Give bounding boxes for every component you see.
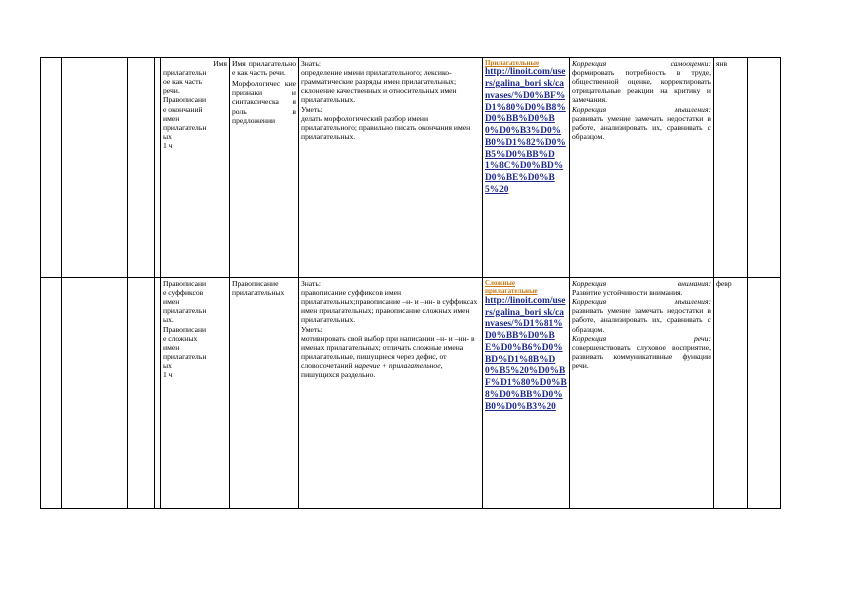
know-label: Знать: — [301, 59, 321, 68]
know-label: Знать: — [301, 279, 321, 288]
correction-head: Коррекция — [572, 333, 607, 343]
correction-cell — [570, 58, 714, 278]
topic-line: е суффиксов — [163, 288, 204, 298]
correction-head: Коррекция — [572, 59, 607, 68]
topic-line: прилагательн — [163, 68, 207, 78]
know-items: правописание суффиксов имен прилагательных;правописание –н- и –нн- в суффиксах имен прилагательных; правописание сложных имен прилагательных. — [301, 288, 478, 325]
content-element-label: Имя прилагательно е как часть речи. — [232, 59, 296, 78]
resource-link[interactable]: http://linoit.com/users/galina_bori sk/canvases/%D1%81%D0%BB%D0%BE%D0%B6%D0%BD%D1%8B%D0%B5%20%D0%BF%D1%80%D0%B8%D0%BB%D0%B0%D0%B3%20 — [485, 295, 567, 412]
can-label: Уметь: — [301, 324, 323, 334]
topic-line: прилагательн — [163, 306, 207, 316]
topic-cell — [161, 278, 230, 509]
number-cell — [41, 58, 62, 278]
notes-cell — [748, 278, 781, 509]
topic-line: имен — [163, 297, 180, 307]
correction-text: развивать умение замечать недостатки в работе, анализировать их, сравнивать с образцом. — [572, 306, 711, 334]
can-items-text: пишущихся раздельно. — [301, 370, 376, 380]
section-cell — [62, 278, 128, 509]
correction-text: формировать потребность в труде, общественной оценке, корректировать отрицательные реакции на критику и замечания. — [572, 68, 711, 105]
can-label: Уметь: — [301, 104, 323, 114]
topic-line: Правописани — [163, 324, 207, 334]
table-row — [41, 278, 781, 509]
correction-tail: внимания: — [677, 279, 711, 288]
topic-line: ое как часть — [163, 77, 203, 87]
can-items — [301, 334, 480, 380]
topic-hours: 1 ч — [163, 140, 173, 150]
correction-text: развивать умение замечать недостатки в работе, анализировать их, сравнивать с образцом. — [572, 113, 711, 141]
resource-title: Прилагательные — [485, 59, 540, 67]
resource-cell — [483, 278, 570, 509]
correction-head: Коррекция — [572, 104, 607, 114]
empty-cell — [128, 58, 155, 278]
correction-cell — [570, 278, 714, 509]
requirements-cell — [299, 278, 483, 509]
topic-line: ых — [163, 360, 172, 370]
correction-head: Коррекция — [572, 297, 607, 307]
topic-line: Имя — [213, 59, 227, 68]
topic-line: прилагательн — [163, 122, 207, 132]
requirements-cell — [299, 58, 483, 278]
resource-link[interactable]: http://linoit.com/users/galina_bori sk/canvases/%D0%BF%D1%80%D0%B8%D0%BB%D0%B0%D0%B3%D0%B0%D1%82%D0%B5%D0%BB%D1%8C%D0%BD%D0%BE%D0%B5%20 — [485, 67, 566, 195]
correction-tail: мышления: — [674, 297, 711, 307]
topic-line: е окончаний — [163, 104, 203, 114]
date-value: февр — [716, 279, 732, 288]
content-element-cell — [230, 278, 299, 509]
correction-head: Коррекция — [572, 279, 607, 288]
table-row — [41, 58, 781, 278]
topic-line: Правописани — [163, 279, 207, 288]
notes-cell — [748, 58, 781, 278]
topic-line: ых — [163, 131, 172, 141]
date-cell — [714, 58, 748, 278]
correction-text: совершенствовать слуховое восприятие, развивать коммуникативные функции речи. — [572, 342, 711, 370]
correction-text: Развитие устойчивости внимания. — [572, 288, 683, 298]
lesson-plan-table-page — [40, 57, 780, 508]
correction-tail: мышления: — [674, 104, 711, 114]
correction-heading — [572, 105, 711, 114]
date-value: янв — [716, 59, 728, 68]
date-cell — [714, 278, 748, 509]
resource-title: Сложные прилагательные — [485, 279, 538, 296]
correction-heading — [572, 59, 711, 68]
topic-hours: 1 ч — [163, 370, 173, 380]
correction-heading — [572, 297, 711, 306]
correction-tail: речи: — [693, 333, 711, 343]
number-cell — [41, 278, 62, 509]
can-items-emphasis: наречие + прилагательное, — [354, 360, 443, 370]
topic-line: прилагательн — [163, 351, 207, 361]
content-element-extra: Морфологичес кие признаки и синтаксическа я роль в предложении — [232, 79, 296, 125]
topic-line: имен — [163, 113, 180, 123]
topic-line: имен — [163, 342, 180, 352]
know-items: определение имени прилагательного; лексико-грамматические разряды имен прилагательных; склонение качественных и относительных имен прилагательных. — [301, 68, 457, 105]
content-element-cell — [230, 58, 299, 278]
empty-cell — [128, 278, 155, 509]
topic-line: е сложных — [163, 333, 198, 343]
topic-line: речи. — [163, 86, 180, 96]
lesson-plan-table — [40, 57, 781, 509]
topic-line: Правописани — [163, 95, 207, 105]
can-items: делать морфологический разбор имени прилагательного; правильно писать окончания имен прилагательных. — [301, 113, 471, 141]
resource-cell — [483, 58, 570, 278]
section-cell — [62, 58, 128, 278]
can-items-text: мотивировать свой выбор при написании –н- и –нн- в именах прилагательных; отличать сложные имена прилагательные, пишущиеся через дефис, от словосочетаний — [301, 333, 475, 370]
topic-cell — [161, 58, 230, 278]
topic-line: ых. — [163, 315, 174, 325]
content-element-label: Правописание прилагательных — [232, 279, 285, 298]
correction-heading — [572, 334, 711, 343]
correction-tail: самооценки: — [670, 59, 711, 68]
correction-heading — [572, 279, 711, 288]
